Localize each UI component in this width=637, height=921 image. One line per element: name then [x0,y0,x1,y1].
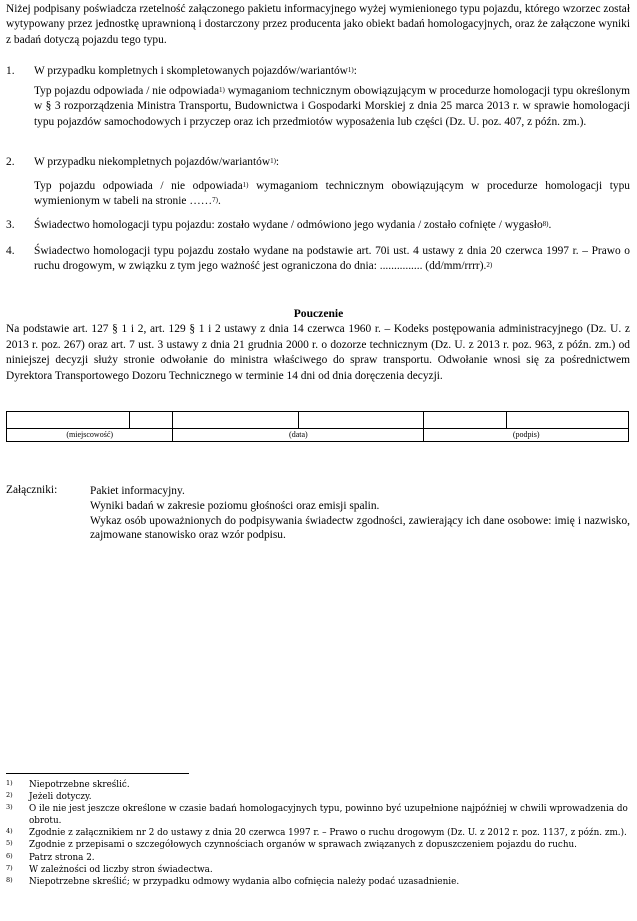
place-cell[interactable] [7,412,130,429]
place-cell-ext[interactable] [129,412,173,429]
attachment-item: Wykaz osób upoważnionych do podpisywania świadectw zgodności, zawierający ich dane osobowe: imię i nazwisko, zajmowane stanowisko oraz wzór podpisu. [90,514,630,542]
sign-label: (podpis) [424,429,629,442]
footnote-text: Jeżeli dotyczy. [29,792,92,803]
footnote [6,876,630,888]
list-item-1 [6,64,630,144]
date-cell-left[interactable] [173,412,298,429]
footnote-text: Patrz strona 2. [29,852,95,863]
footnote-ref: 1) [219,86,225,94]
item-heading-text: W przypadku kompletnych i skompletowanych pojazdów/wariantów [34,65,348,77]
footnote-text: W zależności od liczby stron świadectwa. [29,864,213,875]
footnote-separator [6,773,189,774]
item-heading-tail: . [548,219,552,231]
item-heading [34,218,630,233]
footnote-number: 6) [6,851,13,860]
item-body [34,179,630,210]
footnote [6,803,630,827]
footnote-text: Zgodnie z załącznikiem nr 2 do ustawy z dnia 20 czerwca 1997 r. – Prawo o ruchu drogowym (Dz. U. z 2012 r. poz. 1137, z późn. zm.). [29,828,627,839]
footnote [6,864,630,876]
footnote-ref: 2) [486,261,493,270]
sign-cell-right[interactable] [507,412,629,429]
item-number: 4. [6,245,15,257]
footnote-text: Niepotrzebne skreślić; w przypadku odmowy wydania albo cofnięcia należy podać uzasadnienie. [29,876,460,887]
attachments-label: Załączniki: [6,484,58,496]
footnote [6,779,630,791]
footnote-text: Zgodnie z przepisami o szczegółowych czynnościach organów w sprawach związanych z dopuszczeniem pojazdu do ruchu. [29,840,577,851]
footnote [6,839,630,851]
item-number: 3. [6,219,15,231]
footnote [6,852,630,864]
footnote-ref: 1) [347,66,354,74]
list-item-2 [6,155,630,208]
item-number: 2. [6,156,15,168]
notice-paragraph: Na podstawie art. 127 § 1 i 2, art. 129 § 1 i 2 ustawy z dnia 14 czerwca 1960 r. – Kodeks postępowania administracyjnego (Dz. U. z 2013 r. poz. 267) oraz art. 7 ust. 3 ustawy z dnia 21 grudnia 2000 r. o dozorze technicznym (Dz. U. z 2013 r. poz. 963, z późn. zm.) od niniejszej decyzji służy stronie odwołanie do ministra właściwego do spraw transportu. Odwołanie wnosi się za pośrednictwem Dyrektora Transportowego Dozoru Technicznego w terminie 14 dni od dnia doręczenia decyzji. [6,323,630,382]
notice-title: Pouczenie [293,307,344,320]
list-item-3 [6,218,630,236]
item-heading-text: W przypadku niekompletnych pojazdów/wariantów [34,156,271,168]
item-heading-tail: : [275,156,280,168]
footnote-number: 1) [6,779,13,787]
item-heading-text: Świadectwo homologacji typu pojazdu zostało wydane na podstawie art. 70i ust. 4 ustawy z dnia 20 czerwca 1997 r. – Prawo o ruchu drogowym, w związku z tym jego ważność jest ograniczona do dnia: ............... (dd/mm/rrrr). [34,245,630,273]
item-body-text: Typ pojazdu odpowiada / nie odpowiada [34,180,243,192]
item-heading-text: Świadectwo homologacji typu pojazdu: zostało wydane / odmówiono jego wydania / zostało cofnięte / wygasło [34,219,543,231]
footnote-ref: 7) [212,196,218,205]
footnote-number: 8) [6,875,13,884]
footnote-number: 4) [6,827,13,836]
footnote-text: O ile nie jest jeszcze określone w czasie badań homologacyjnych typu, powinno być uzupełnione najpóźniej w chwili wprowadzenia do obrotu. [29,804,628,827]
item-body-text: . [217,195,221,208]
place-label: (miejscowość) [7,429,173,442]
date-cell-right[interactable] [298,412,423,429]
attachment-item: Wyniki badań w zakresie poziomu głośności oraz emisji spalin. [90,499,380,512]
attachments-list [90,484,630,543]
footnotes [6,779,630,888]
attachment-item: Pakiet informacyjny. [90,485,185,497]
footnote [6,827,630,839]
signature-table [6,411,629,442]
footnote-number: 3) [6,803,13,812]
footnote-text: Niepotrzebne skreślić. [29,780,130,790]
footnote-number: 2) [6,791,13,800]
intro-paragraph: Niżej podpisany poświadcza rzetelność załączonego pakietu informacyjnego wyżej wymienionego typu pojazdu, którego wzorzec został wytypowany przez jednostkę uprawnioną i dostarczony przez producenta jako obiekt badań homologacyjnych, oraz że załączone wyniki z badań dotyczą pojazdu tego typu. [6,3,630,46]
footnote-number: 7) [6,863,13,872]
footnote-ref: 1) [270,157,276,165]
item-heading [34,155,630,170]
footnote-number: 5) [6,839,13,848]
footnote-ref: 1) [242,181,249,189]
date-label: (data) [173,429,424,442]
item-body [34,84,630,130]
item-number: 1. [6,65,15,77]
item-body-text: Typ pojazdu odpowiada / nie odpowiada [34,85,220,97]
item-heading [34,244,630,275]
sign-cell-left[interactable] [424,412,507,429]
footnote [6,791,630,803]
footnote-ref: 8) [542,220,549,228]
list-item-4 [6,244,630,276]
item-body-text: wymaganiom technicznym obowiązującym w procedurze homologacji typu określonym w § 3 rozporządzenia Ministra Transportu, Budownictwa i Gospodarki Morskiej z dnia 25 marca 2013 r. w sprawie homologacji typu pojazdów samochodowych i przyczep oraz ich przedmiotów wyposażenia lub części (Dz. U. poz. 407, z późn. zm.). [34,85,630,128]
item-heading-tail: : [353,65,357,77]
item-heading [34,64,630,79]
item-body-text: wymaganiom technicznym obowiązującym w procedurze homologacji typu wymienionym w tabeli na stronie …… [34,180,630,208]
